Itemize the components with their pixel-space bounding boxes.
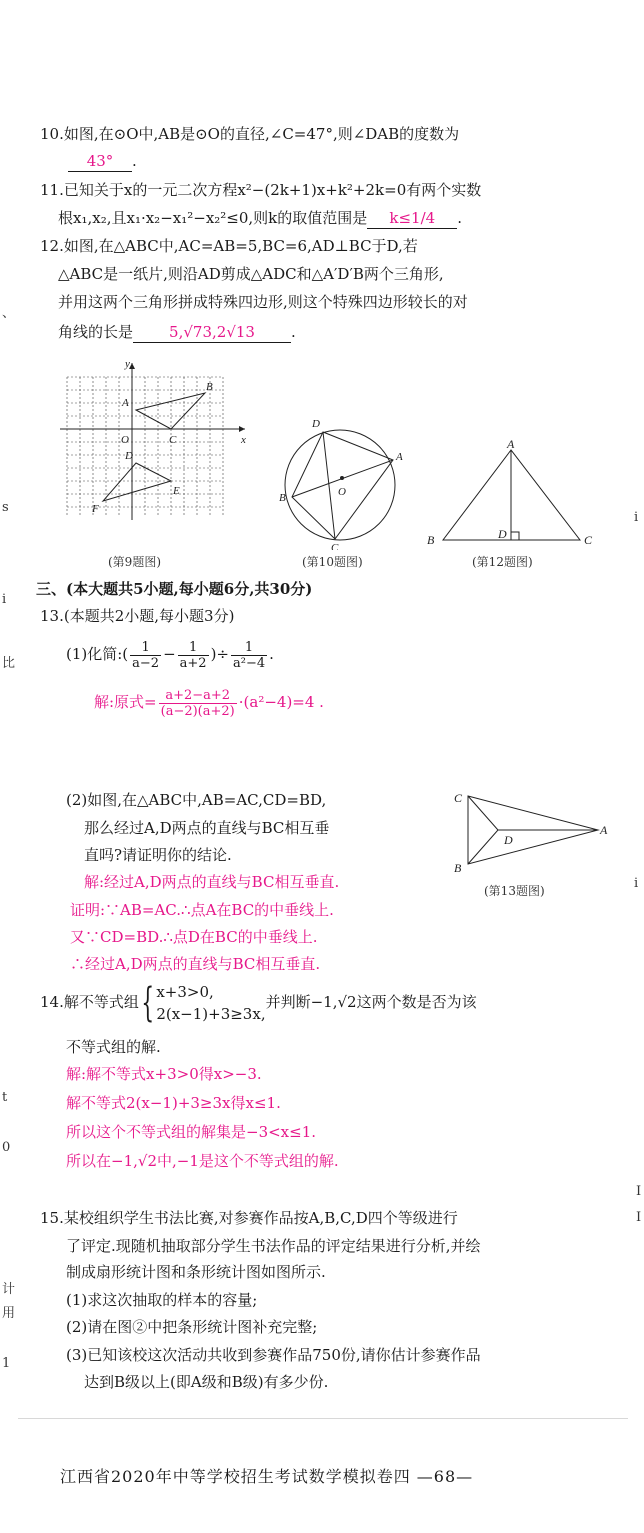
fig13-label-c: C bbox=[454, 791, 463, 805]
q13-sol2-line2: 证明:∵AB=AC.∴点A在BC的中垂线上. bbox=[70, 901, 334, 919]
q15-item1: (1)求这次抽取的样本的容量; bbox=[66, 1291, 258, 1309]
footer-divider bbox=[18, 1418, 628, 1419]
q15-item3-line1: (3)已知该校这次活动共收到参赛作品750份,请你估计参赛作品 bbox=[66, 1346, 481, 1364]
q12-answer: 5,√73,2√13 bbox=[133, 322, 291, 343]
q14-line2: 不等式组的解. bbox=[66, 1038, 161, 1056]
q14-sol-line1: 解:解不等式x+3>0得x>−3. bbox=[66, 1065, 262, 1083]
figure-9 bbox=[55, 355, 255, 525]
edge-right-3: I bbox=[636, 1184, 642, 1199]
q15-line2: 了评定.现随机抽取部分学生书法作品的评定结果进行分析,并绘 bbox=[66, 1237, 481, 1255]
q10-text: 10.如图,在⊙O中,AB是⊙O的直径,∠C=47°,则∠DAB的度数为 bbox=[40, 125, 460, 143]
q15-item2: (2)请在图②中把条形统计图补充完整; bbox=[66, 1318, 318, 1336]
q11-line2: 根x₁,x₂,且x₁·x₂−x₁²−x₂²≤0,则k的取值范围是 k≤1/4 . bbox=[58, 209, 463, 227]
figure-10 bbox=[275, 405, 410, 550]
fig13-caption: (第13题图) bbox=[484, 884, 545, 898]
fig9-label-c: C bbox=[169, 434, 177, 446]
edge-left-7: 计 bbox=[2, 1282, 16, 1297]
edge-left-6: 0 bbox=[2, 1140, 11, 1155]
fig10-label-d: D bbox=[312, 418, 320, 430]
edge-right-1: i bbox=[634, 510, 639, 525]
fig9-label-f: F bbox=[92, 503, 99, 515]
edge-left-1: 、 bbox=[2, 306, 16, 321]
edge-left-5: t bbox=[2, 1090, 8, 1105]
fig12-label-c: C bbox=[584, 533, 593, 547]
fig9-caption: (第9题图) bbox=[108, 555, 161, 569]
q10-answer-line: 43° . bbox=[68, 151, 137, 172]
edge-right-2: i bbox=[634, 876, 639, 891]
q11-answer: k≤1/4 bbox=[367, 208, 457, 229]
q14-sol-line4: 所以在−1,√2中,−1是这个不等式组的解. bbox=[66, 1152, 339, 1170]
fig10-label-a: A bbox=[396, 451, 403, 463]
q11-line1: 11.已知关于x的一元二次方程x²−(2k+1)x+k²+2k=0有两个实数 bbox=[40, 181, 482, 199]
q13-part2-line3: 直吗?请证明你的结论. bbox=[84, 846, 232, 864]
edge-right-4: I bbox=[636, 1210, 642, 1225]
q13-part2-line1: (2)如图,在△ABC中,AB=AC,CD=BD, bbox=[66, 791, 327, 809]
q12-line2: △ABC是一纸片,则沿AD剪成△ADC和△A′D′B两个三角形, bbox=[58, 265, 444, 283]
q14-sol-line3: 所以这个不等式组的解集是−3<x≤1. bbox=[66, 1123, 317, 1141]
q15-line3: 制成扇形统计图和条形统计图如图所示. bbox=[66, 1263, 326, 1281]
fig10-caption: (第10题图) bbox=[302, 555, 363, 569]
fig9-label-y: y bbox=[125, 358, 130, 370]
q12-line3: 并用这两个三角形拼成特殊四边形,则这个特殊四边形较长的对 bbox=[58, 293, 468, 311]
q12-line1: 12.如图,在△ABC中,AC=AB=5,BC=6,AD⊥BC于D,若 bbox=[40, 237, 418, 255]
q13-head: 13.(本题共2小题,每小题3分) bbox=[40, 607, 235, 625]
fig12-label-a: A bbox=[507, 438, 515, 451]
fig13-label-b: B bbox=[454, 861, 462, 875]
edge-left-8: 用 bbox=[2, 1306, 16, 1321]
fig9-label-a: A bbox=[122, 397, 129, 409]
fig9-label-e: E bbox=[173, 485, 180, 497]
q14-line1: 14.解不等式组{ x+3>0, 2(x−1)+3≥3x, 并判断−1,√2这两个数是否为该 bbox=[40, 980, 477, 1026]
fig10-label-o: O bbox=[338, 486, 346, 498]
fig13-label-d: D bbox=[504, 833, 513, 847]
edge-left-4: 比 bbox=[2, 656, 16, 671]
q13-part1: (1)化简:( $\frac{1}{a-2}$ − $\frac{1}{a+2}$ )÷ $\frac{1}{\text{a²−4}}$ . bbox=[66, 639, 274, 671]
fig13-label-a: A bbox=[600, 823, 608, 837]
edge-left-9: 1 bbox=[2, 1356, 11, 1371]
q14-brace: { bbox=[141, 980, 154, 1026]
q14-sol-line2: 解不等式2(x−1)+3≥3x得x≤1. bbox=[66, 1094, 281, 1112]
fig10-label-b: B bbox=[279, 492, 286, 504]
fig12-caption: (第12题图) bbox=[472, 555, 533, 569]
fig9-label-x: x bbox=[241, 434, 246, 446]
fig9-label-o: O bbox=[121, 434, 129, 446]
q12-line4: 角线的长是 5,√73,2√13 . bbox=[58, 323, 296, 341]
fig9-label-b: B bbox=[206, 381, 213, 393]
fig9-label-d: D bbox=[125, 450, 133, 462]
q13-sol2-line1: 解:经过A,D两点的直线与BC相互垂直. bbox=[84, 873, 340, 891]
edge-left-3: i bbox=[2, 592, 7, 607]
q15-line1: 15.某校组织学生书法比赛,对参赛作品按A,B,C,D四个等级进行 bbox=[40, 1209, 458, 1227]
fig10-label-c: C bbox=[331, 542, 339, 550]
q10-answer: 43° bbox=[68, 151, 132, 172]
q13-part1-solution: 解:原式= $\frac{a+2-a+2}{(a-2)(a+2)}$ ·(a²−4)=4 . bbox=[94, 687, 324, 719]
edge-left-2: s bbox=[2, 500, 9, 515]
figure-12 bbox=[425, 438, 600, 548]
q13-sol2-line4: ∴经过A,D两点的直线与BC相互垂直. bbox=[70, 955, 321, 973]
section-3-heading: 三、(本大题共5小题,每小题6分,共30分) bbox=[36, 580, 313, 598]
q13-sol2-line3: 又∵CD=BD.∴点D在BC的中垂线上. bbox=[70, 928, 318, 946]
figure-13 bbox=[450, 786, 620, 878]
q13-part2-line2: 那么经过A,D两点的直线与BC相互垂 bbox=[84, 819, 330, 837]
fig12-label-b: B bbox=[427, 533, 435, 547]
q15-item3-line2: 达到B级以上(即A级和B级)有多少份. bbox=[84, 1373, 329, 1391]
page-footer: 江西省2020年中等学校招生考试数学模拟卷四 —68— bbox=[60, 1467, 474, 1486]
fig12-label-d: D bbox=[498, 527, 507, 541]
